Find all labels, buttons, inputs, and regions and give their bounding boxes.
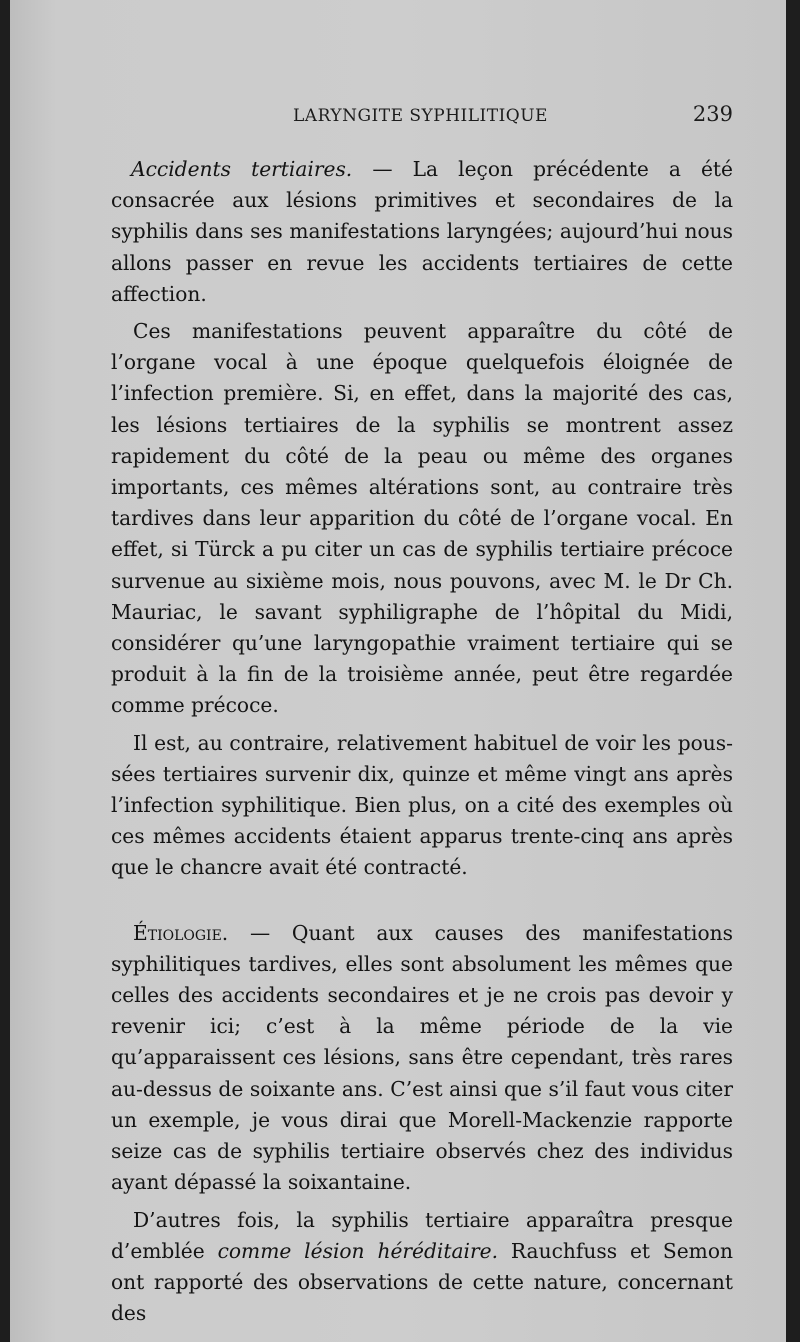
paragraph-poussees-tertiaires bbox=[111, 728, 733, 884]
paragraph-text: Il est, au contraire, relativement habituel de voir les poussées tertiaires survenir dix, quinze et même vingt ans après l’infection syphilitique. Bien plus, on a cité des exemples où ces mêmes accidents étaient apparus trente-cinq ans après que le chancre avait été contracté. bbox=[111, 730, 733, 880]
paragraph-heredite bbox=[111, 1205, 733, 1330]
paragraph-text: D’autres fois, la syphilis tertiaire apparaîtra presque d’emblée bbox=[111, 1207, 733, 1263]
book-page bbox=[10, 0, 786, 1342]
page-header bbox=[105, 100, 733, 134]
paragraph-etiologie bbox=[111, 918, 733, 1199]
paragraph-text: — Quant aux causes des manifestations syphilitiques tardives, elles sont absolument les mêmes que celles des accidents secondaires et je ne crois pas devoir y revenir ici; c’est à la même période de la vie qu’apparaissent ces lésions, sans être cependant, très rares au-dessus de soixante ans. C’est ainsi que s’il faut vous citer un exemple, je vous dirai que Morell-Mackenzie rapporte seize cas de syphilis tertiaire observés chez des individus ayant dépassé la soixantaine. bbox=[111, 920, 733, 1195]
body-text bbox=[111, 154, 733, 1329]
paragraph-text: — La leçon précédente a été consacrée aux lésions primitives et secondaires de la syphilis dans ses manifestations laryngées; aujourd’hui nous allons passer en revue les accidents tertiaires de cette affection. bbox=[111, 157, 733, 306]
page-number: 239 bbox=[692, 102, 733, 126]
paragraph-accidents-tertiaires bbox=[111, 154, 733, 310]
paragraph-text: Rauchfuss et Semon ont rapporté des observations de cette nature, concernant des bbox=[111, 1238, 733, 1326]
running-title: LARYNGITE SYPHILITIQUE bbox=[293, 106, 548, 126]
emphasis-lesion-hereditaire: comme lésion héréditaire. bbox=[217, 1238, 498, 1263]
section-lead-etiologie: Étiologie. bbox=[133, 920, 229, 945]
paragraph-manifestations bbox=[111, 316, 733, 722]
paragraph-text: Ces manifestations peuvent apparaître du côté de l’organe vocal à une époque quelquefois éloignée de l’infection première. Si, en effet, dans la majorité des cas, les lésions tertiaires de la syphilis se montrent assez rapidement du côté de la peau ou même des organes importants, ces mêmes altérations sont, au contraire très tardives dans leur apparition du côté de l’organe vocal. En effet, si Türck a pu citer un cas de syphilis tertiaire précoce survenue au sixième mois, nous pouvons, avec M. le Dr Ch. Mauriac, le savant syphiligraphe de l’hôpital du Midi, considérer qu’une laryngopathie vraiment tertiaire qui se produit à la fin de la troisième année, peut être regardée comme précoce. bbox=[111, 319, 733, 718]
section-lead-accidents-tertiaires: Accidents tertiaires. bbox=[131, 157, 353, 181]
